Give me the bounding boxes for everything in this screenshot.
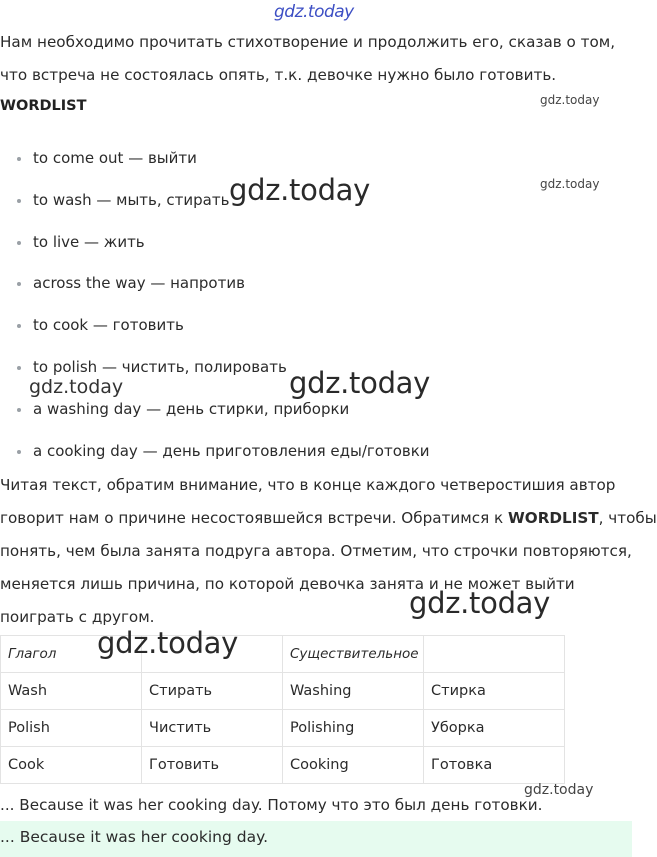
watermark-small: gdz.today — [540, 93, 600, 107]
table-row — [1, 747, 565, 784]
table-header-cell: Существительное — [283, 636, 424, 673]
table-row — [1, 673, 565, 710]
table-cell: Готовка — [424, 747, 565, 784]
list-item: a cooking day — день приготовления еды/готовки — [0, 431, 520, 473]
list-item: to live — жить — [0, 222, 520, 264]
watermark-small: gdz.today — [540, 177, 600, 191]
analysis-line-4: меняется лишь причина, по которой девочка занята и не может выйти — [0, 575, 575, 593]
analysis-line-2: говорит нам о причине несостоявшейся встречи. Обратимся к WORDLIST, чтобы — [0, 509, 657, 527]
watermark-large: gdz.today — [289, 366, 431, 400]
watermark-large: gdz.today — [97, 626, 239, 660]
watermark-small: gdz.today — [524, 782, 594, 798]
table-cell: Чистить — [142, 710, 283, 747]
table-cell: Готовить — [142, 747, 283, 784]
watermark-large: gdz.today — [229, 173, 371, 207]
bullet-icon — [17, 408, 21, 412]
watermark-logo: gdz.today — [274, 2, 354, 22]
list-item: to wash — мыть, стирать — [0, 180, 520, 222]
table-cell: Уборка — [424, 710, 565, 747]
intro-line-1: Нам необходимо прочитать стихотворение и продолжить его, сказав о том, — [0, 33, 616, 51]
table-cell: Cooking — [283, 747, 424, 784]
table-cell: Стирать — [142, 673, 283, 710]
list-item: to come out — выйти — [0, 138, 520, 180]
table-cell: Стирка — [424, 673, 565, 710]
table-row — [1, 710, 565, 747]
bullet-icon — [17, 366, 21, 370]
list-item: across the way — напротив — [0, 263, 520, 305]
analysis-line-3: понять, чем была занята подруга автора. Отметим, что строчки повторяются, — [0, 542, 632, 560]
table-header-cell — [424, 636, 565, 673]
table-cell: Cook — [1, 747, 142, 784]
table-cell: Polish — [1, 710, 142, 747]
verb-noun-table — [0, 635, 565, 784]
answer-line: ... Because it was her cooking day. — [0, 828, 268, 846]
watermark-large: gdz.today — [409, 586, 551, 620]
watermark-medium: gdz.today — [29, 376, 124, 398]
bullet-icon — [17, 324, 21, 328]
bullet-icon — [17, 450, 21, 454]
table-cell: Washing — [283, 673, 424, 710]
analysis-line-5: поиграть с другом. — [0, 608, 155, 626]
list-item: a washing day — день стирки, приборки — [0, 389, 520, 431]
table-cell: Wash — [1, 673, 142, 710]
bullet-icon — [17, 282, 21, 286]
analysis-line-1: Читая текст, обратим внимание, что в конце каждого четверостишия автор — [0, 476, 616, 494]
list-item: to polish — чистить, полировать — [0, 347, 520, 389]
intro-line-2: что встреча не состоялась опять, т.к. девочке нужно было готовить. — [0, 66, 557, 84]
table-header-row — [1, 636, 565, 673]
translation-line: ... Because it was her cooking day. Потому что это был день готовки. — [0, 796, 543, 814]
bullet-icon — [17, 241, 21, 245]
bullet-icon — [17, 199, 21, 203]
table-cell: Polishing — [283, 710, 424, 747]
bullet-icon — [17, 157, 21, 161]
wordlist-heading: WORDLIST — [0, 98, 87, 114]
table-header-cell: Глагол — [1, 636, 142, 673]
list-item: to cook — готовить — [0, 305, 520, 347]
